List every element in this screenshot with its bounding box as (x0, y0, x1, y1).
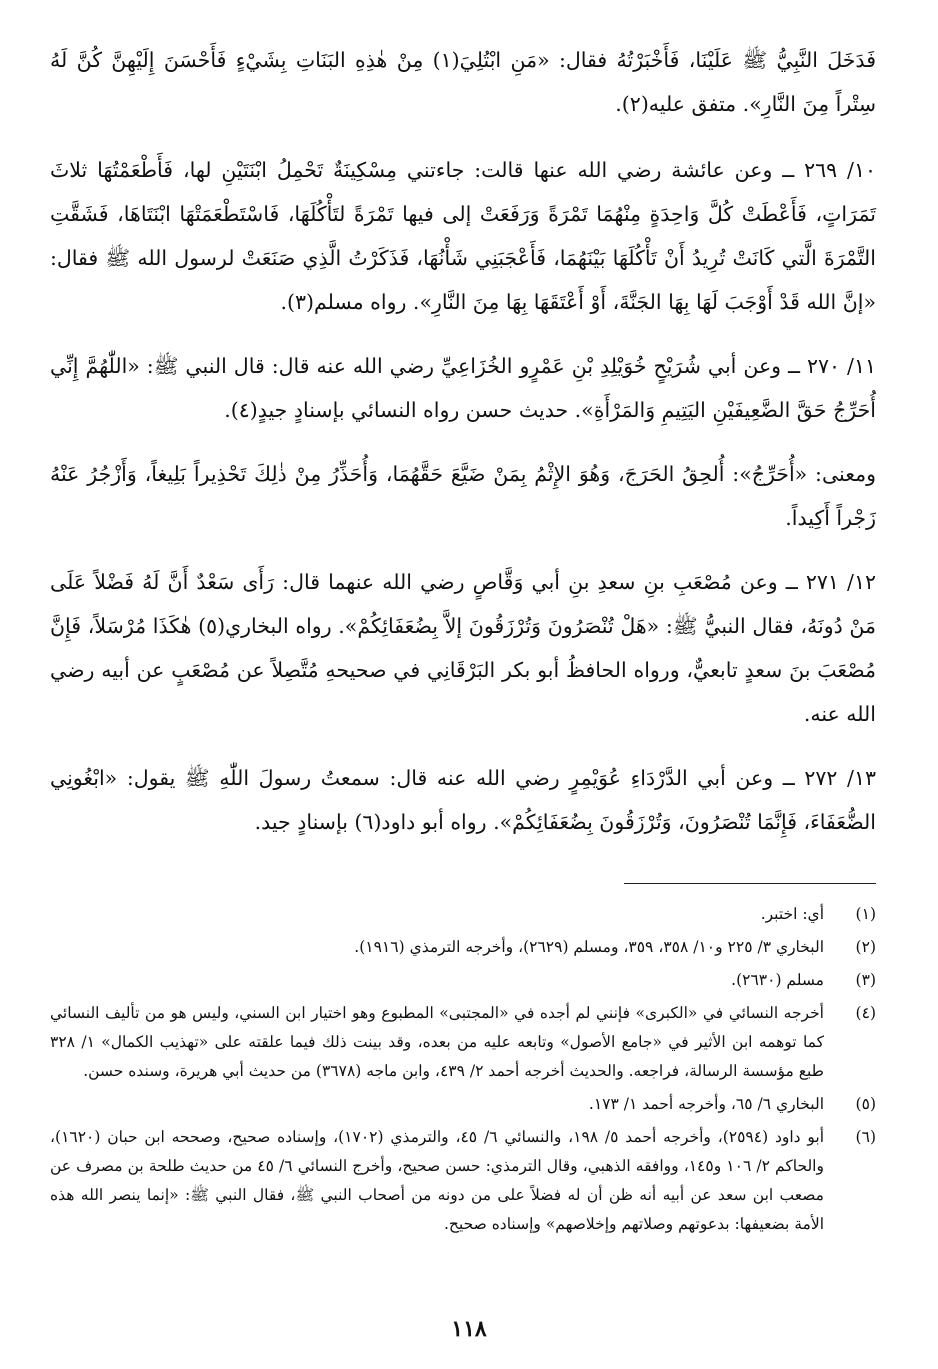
page-number: ١١٨ (451, 1316, 487, 1342)
footnotes (50, 900, 876, 1243)
footnote (50, 1090, 876, 1119)
hadith-paragraph: ١٠/ ٢٦٩ ــ وعن عائشة رضي الله عنها قالت: جاءتني مِسْكِينَةٌ تَحْمِلُ ابْنَتَيْنِ لها، فَأَطْعَمْتُهَا ثلاثَ تَمَرَاتٍ، فَأَعْطَتْ كُلَّ وَاحِدَةٍ مِنْهُمَا تَمْرَةً وَرَفَعَتْ إلى فيها تَمْرَةً لتَأْكُلَهَا، فَاسْتَطْعَمَتْهَا ابْنَتَاهَا، فَشَقَّتِ التَّمْرَةَ الَّتي كَانَتْ تُرِيدُ أَنْ تَأْكُلَهَا بَيْنَهُمَا، فَأَعْجَبَنِي شَأْنُهَا، فَذَكَرْتُ الَّذِي صَنَعَتْ لرسول الله ﷺ فقال: «إنَّ الله قَدْ أَوْجَبَ لَهَا بِهَا الجَنَّةَ، أَوْ أَعْتَقَهَا بِهَا مِنَ النَّارِ». رواه مسلم(٣). (50, 158, 876, 314)
footnote-number: (١) (855, 905, 876, 923)
footnote-text: مسلم (٢٦٣٠). (731, 971, 824, 989)
footnote-number: (٦) (855, 1128, 876, 1146)
footnote-text: أي: اختبر. (760, 905, 824, 923)
footnote (50, 900, 876, 929)
footnote-text: البخاري ٦/ ٦٥، وأخرجه أحمد ١/ ١٧٣. (588, 1095, 824, 1113)
hadith-paragraph: ١٣/ ٢٧٢ ــ وعن أبي الدَّرْدَاءِ عُوَيْمِرٍ رضي الله عنه قال: سمعتُ رسولَ اللّٰهِ ﷺ يقول: «ابْغُونِي الضُّعَفَاءَ، فَإِنَّمَا تُنْصَرُونَ، وَتُرْزَقُونَ بِضُعَفَائِكُمْ». رواه أبو داود(٦) بإسنادٍ جيد. (50, 766, 876, 834)
footnote-text: أخرجه النسائي في «الكبرى» فإنني لم أجده في «المجتبى» المطبوع وهو اختيار ابن السني، وليس هو من تأليف النسائي كما توهمه ابن الأثير في «جامع الأصول» وتابعه عليه من بعده، وقد بينت ذلك فيما علقته على «تهذيب الكمال» ١/ ٣٢٨ طبع مؤسسة الرسالة، فراجعه. والحديث أخرجه أحمد ٢/ ٤٣٩، وابن ماجه (٣٦٧٨) من حديث أبي هريرة، وسنده حسن. (50, 1004, 825, 1080)
hadith-paragraph: فَدَخَلَ النَّبِيُّ ﷺ عَلَيْنَا، فَأَخْبَرْتُهُ فقال: «مَنِ ابْتُلِيَ(١) مِنْ هٰذِهِ البَنَاتِ بِشَيْءٍ فَأَحْسَنَ إِلَيْهِنَّ كُنَّ لَهُ سِتْراً مِنَ النَّارِ». متفق عليه(٢). (50, 48, 876, 116)
footnote (50, 1123, 876, 1239)
hadith-paragraph: ١١/ ٢٧٠ ــ وعن أبي شُرَيْحٍ خُوَيْلِدِ بْنِ عَمْرٍو الخُزَاعِيِّ رضي الله عنه قال: قال النبي ﷺ: «اللّٰهُمَّ إِنِّي أُحَرِّجُ حَقَّ الضَّعِيفَيْنِ اليَتِيمِ وَالمَرْأَةِ». حديث حسن رواه النسائي بإسنادٍ جيدٍ(٤). (50, 354, 876, 422)
footnote-number: (٢) (855, 938, 876, 956)
footnote-number: (٣) (855, 971, 876, 989)
footnote-number: (٤) (855, 1004, 876, 1022)
footnote-number: (٥) (855, 1095, 876, 1113)
hadith-paragraph: ١٢/ ٢٧١ ــ وعن مُصْعَبِ بنِ سعدِ بنِ أبي وَقَّاصٍ رضي الله عنهما قال: رَأَى سَعْدٌ أَنَّ لَهُ فَضْلاً عَلَى مَنْ دُونَهُ، فقال النبيُّ ﷺ: «هَلْ تُنْصَرُونَ وَتُرْزَقُونَ إلاَّ بِضُعَفَائِكُمْ». رواه البخاري(٥) هٰكَذَا مُرْسَلاً، فَإِنَّ مُصْعَبَ بنَ سعدٍ تابعيٌّ، ورواه الحافظُ أبو بكر البَرْقَانِي في صحيحهِ مُتَّصِلاً عن مُصْعَبٍ عن أبيه رضي الله عنه. (50, 570, 876, 726)
footnote-divider (624, 883, 876, 884)
footnote-text: أبو داود (٢٥٩٤)، وأخرجه أحمد ٥/ ١٩٨، والنسائي ٦/ ٤٥، والترمذي (١٧٠٢)، وإسناده صحيح، وصححه ابن حبان (١٦٢٠)، والحاكم ٢/ ١٠٦ و١٤٥، ووافقه الذهبي، وقال الترمذي: حسن صحيح، وأخرج النسائي ٦/ ٤٥ من حديث طلحة بن مصرف عن مصعب ابن سعد عن أبيه أنه ظن أن له فضلاً على من دونه من أصحاب النبي ﷺ، فقال النبي ﷺ: «إنما ينصر الله هذه الأمة بضعيفها: بدعوتهم وصلاتهم وإخلاصهم» وإسناده صحيح. (50, 1128, 824, 1233)
footnote (50, 933, 876, 962)
footnote (50, 966, 876, 995)
footnote (50, 999, 876, 1086)
page-body (50, 38, 876, 1369)
explanation-paragraph: ومعنى: «أُحَرِّجُ»: أُلحِقُ الحَرَجَ، وَهُوَ الإِثْمُ بِمَنْ ضَيَّعَ حَقَّهُمَا، وَأُحَذِّرُ مِنْ ذٰلِكَ تَحْذِيراً بَلِيغاً، وَأَزْجُرُ عَنْهُ زَجْراً أَكِيداً. (50, 462, 876, 530)
footnote-text: البخاري ٣/ ٢٢٥ و١٠/ ٣٥٨، ٣٥٩، ومسلم (٢٦٢٩)، وأخرجه الترمذي (١٩١٦). (354, 938, 824, 956)
